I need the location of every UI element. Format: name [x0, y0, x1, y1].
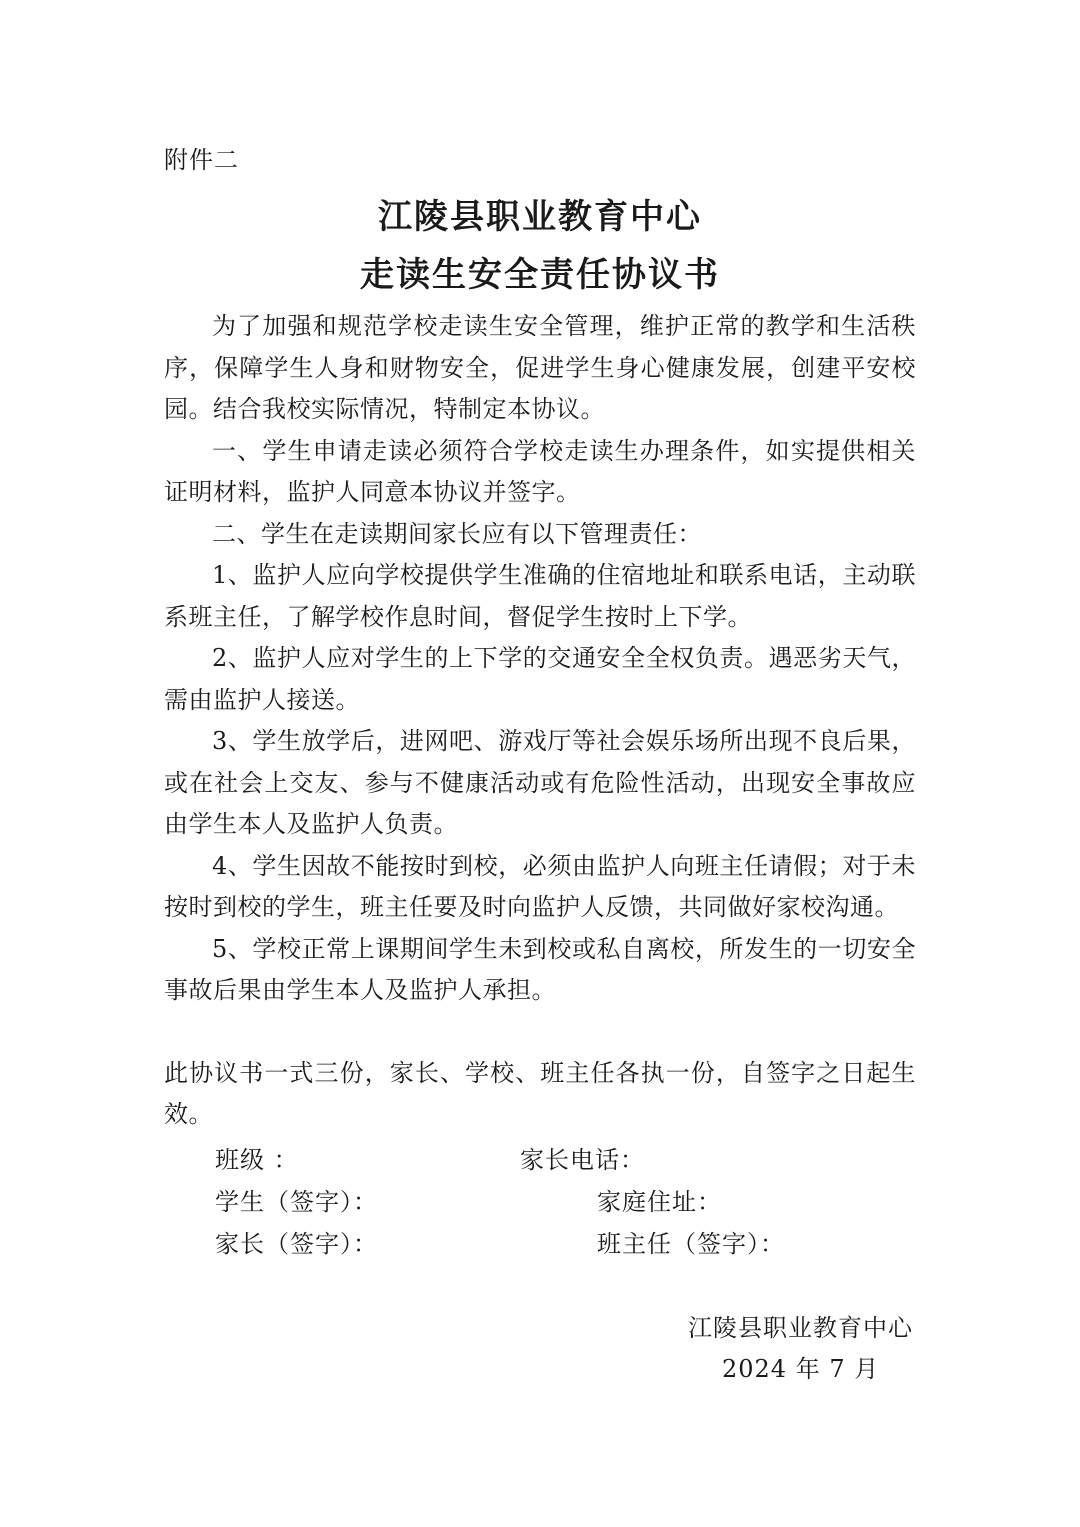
parent-phone-field-label: 家长电话： — [520, 1146, 645, 1174]
clause-1: 一、学生申请走读必须符合学校走读生办理条件，如实提供相关证明材料，监护人同意本协议并签字。 — [164, 436, 916, 506]
closing-statement: 此协议书一式三份，家长、学校、班主任各执一份，自签字之日起生效。 — [164, 1058, 916, 1128]
clause-2: 二、学生在走读期间家长应有以下管理责任： — [212, 519, 702, 548]
title-agreement: 走读生安全责任协议书 — [360, 255, 720, 295]
responsibility-5: 5、学校正常上课期间学生未到校或私自离校，所发生的一切安全事故后果由学生本人及监护人承担。 — [164, 934, 916, 1004]
title-organization: 江陵县职业教育中心 — [378, 197, 702, 237]
agreement-body — [164, 306, 916, 1136]
parent-signature-label: 家长（签字）： — [215, 1230, 378, 1258]
footer-organization: 江陵县职业教育中心 — [688, 1314, 913, 1342]
responsibility-4: 4、学生因故不能按时到校，必须由监护人向班主任请假；对于未按时到校的学生，班主任要及时向监护人反馈，共同做好家校沟通。 — [164, 851, 916, 921]
spacer — [164, 1012, 916, 1053]
student-signature-label: 学生（签字）： — [215, 1188, 378, 1216]
attachment-label: 附件二 — [164, 146, 239, 174]
responsibility-3: 3、学生放学后，进网吧、游戏厅等社会娱乐场所出现不良后果，或在社会上交友、参与不健康活动或有危险性活动，出现安全事故应由学生本人及监护人负责。 — [164, 727, 916, 838]
teacher-signature-label: 班主任（签字）： — [597, 1230, 785, 1258]
responsibility-2: 2、监护人应对学生的上下学的交通安全全权负责。遇恶劣天气，需由监护人接送。 — [164, 644, 916, 714]
intro-paragraph: 为了加强和规范学校走读生安全管理，维护正常的教学和生活秩序，保障学生人身和财物安全，促进学生身心健康发展，创建平安校园。结合我校实际情况，特制定本协议。 — [164, 312, 916, 423]
class-field-label: 班级 ： — [215, 1146, 299, 1174]
footer-date: 2024 年 7 月 — [722, 1355, 880, 1383]
home-address-field-label: 家庭住址： — [597, 1188, 722, 1216]
responsibility-1: 1、监护人应向学校提供学生准确的住宿地址和联系电话，主动联系班主任，了解学校作息时间，督促学生按时上下学。 — [164, 561, 916, 631]
